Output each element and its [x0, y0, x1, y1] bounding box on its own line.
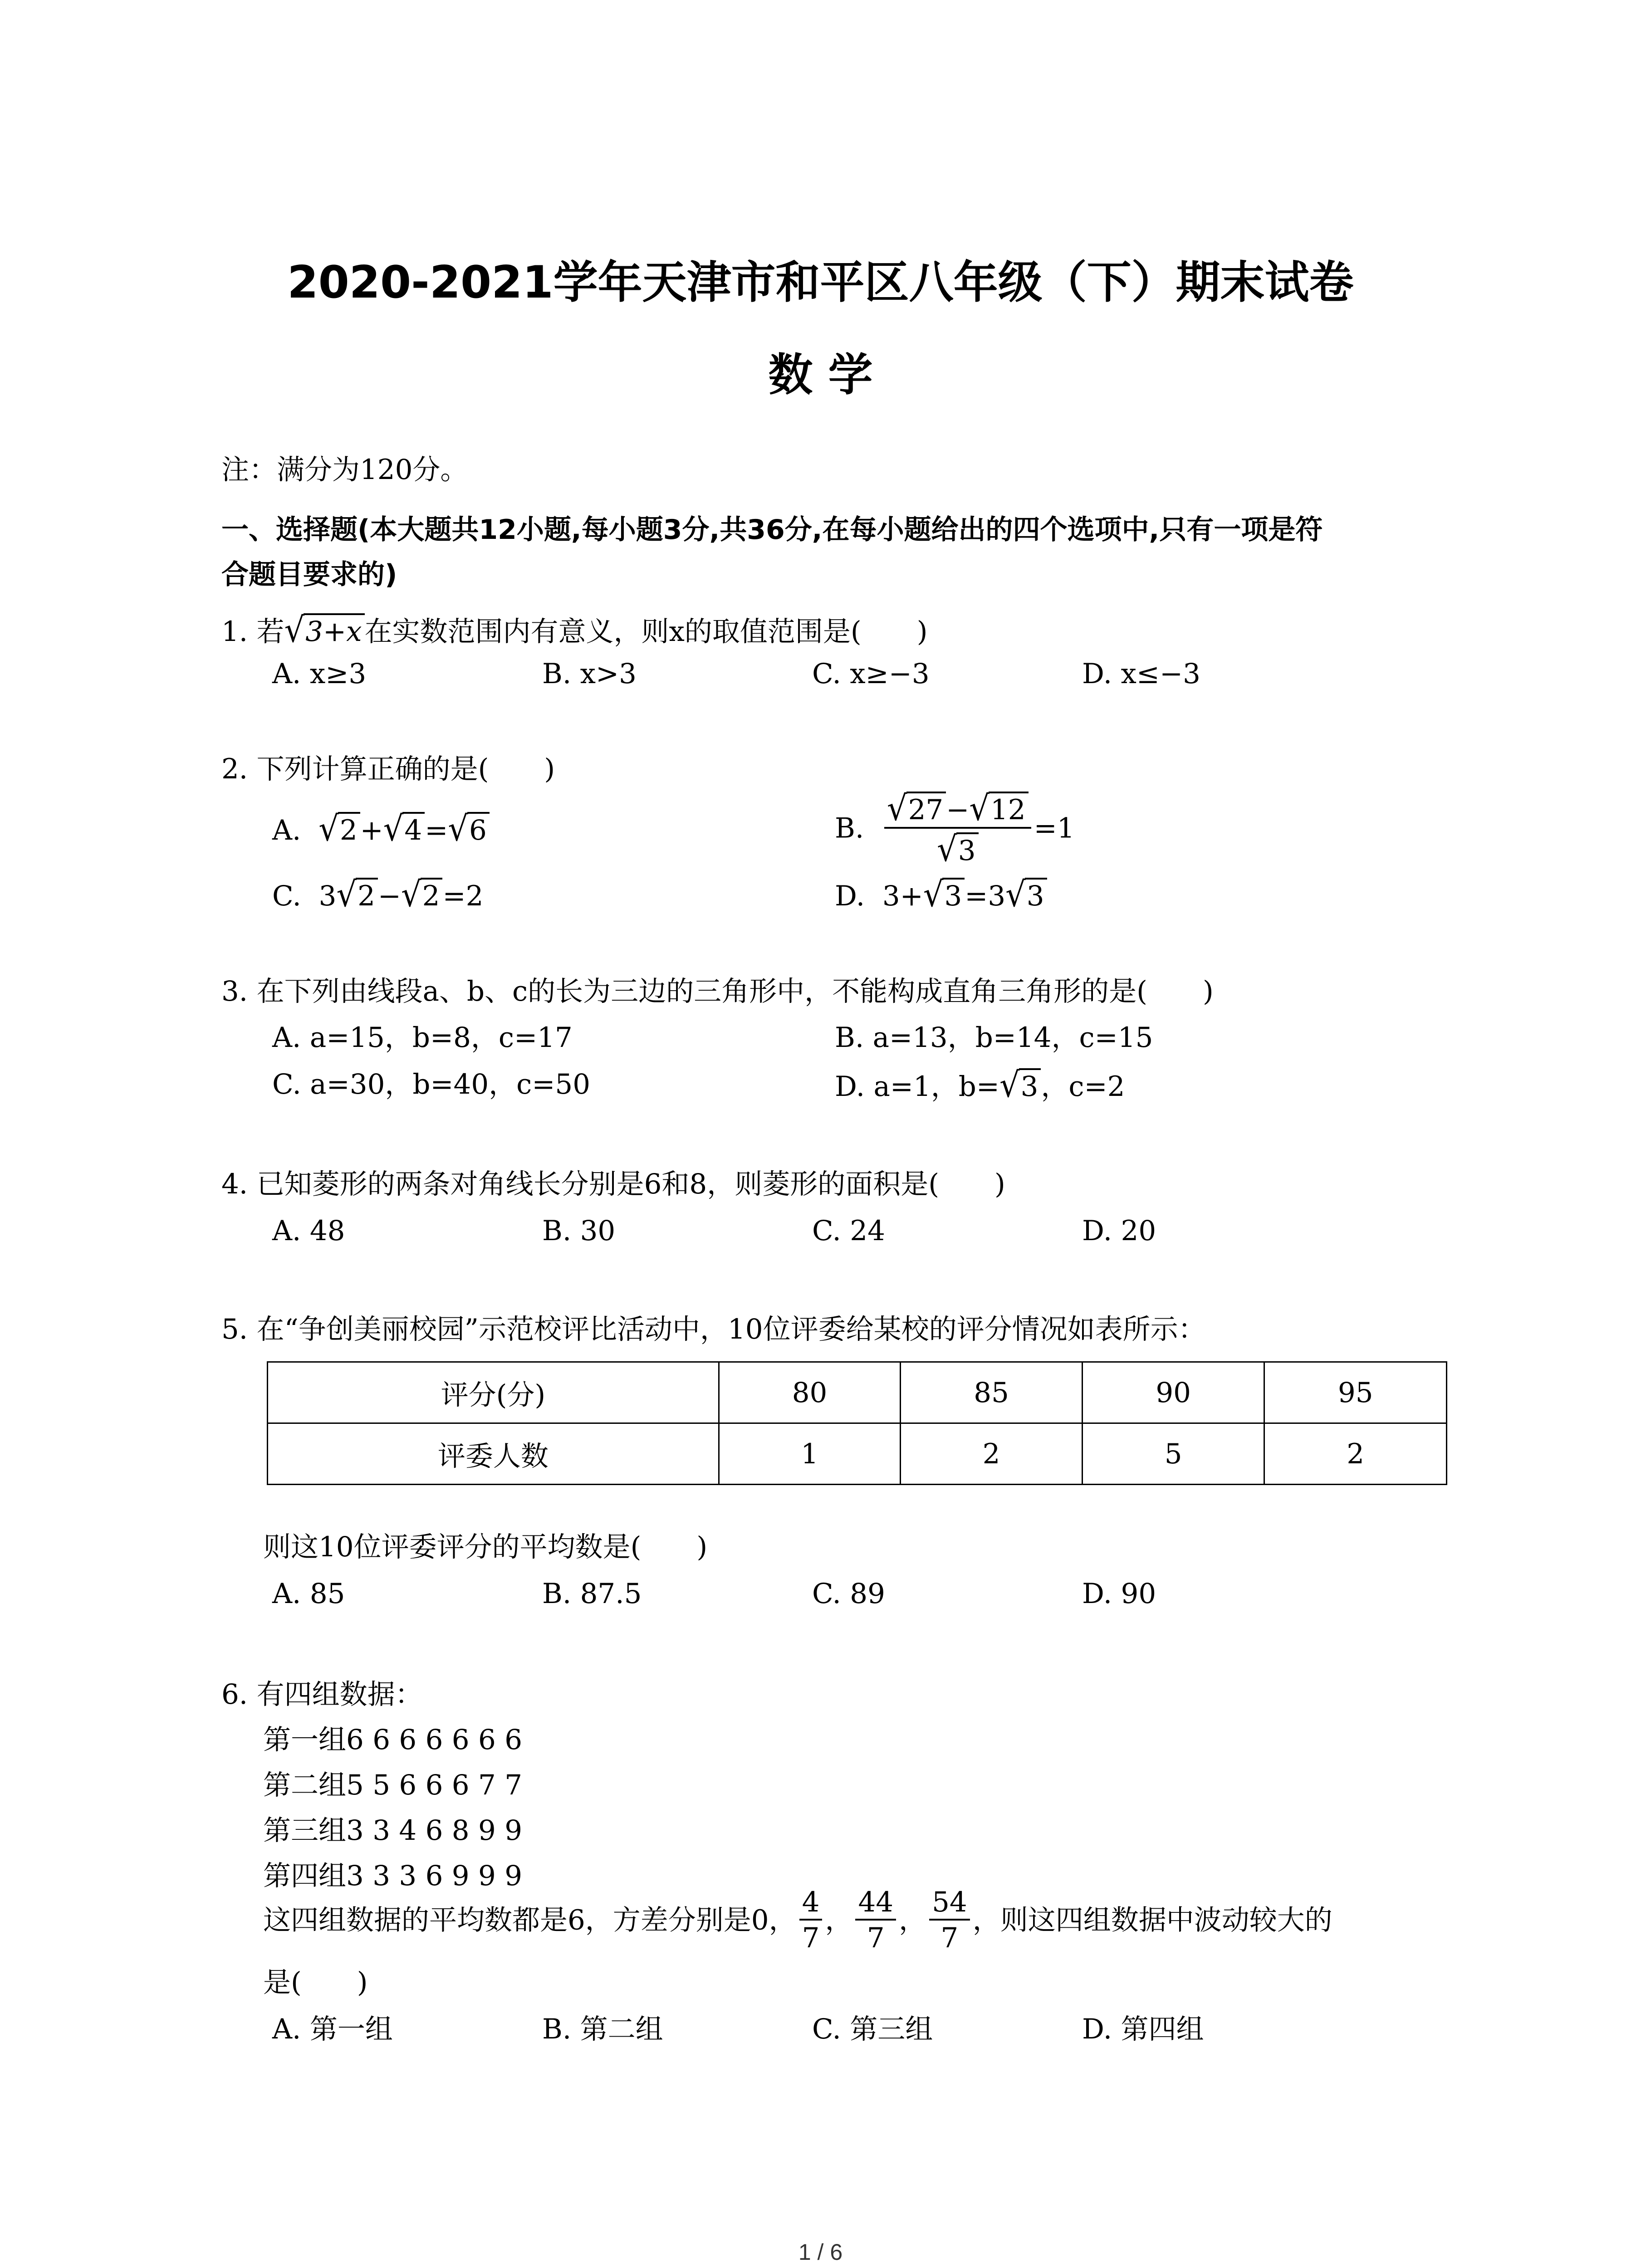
table-cell: 2: [1264, 1423, 1447, 1485]
table-cell: 80: [719, 1362, 901, 1423]
q1-suffix: 在实数范围内有意义，则x的取值范围是( ): [364, 616, 928, 648]
q6-variance-line: 这四组数据的平均数都是6，方差分别是0， $\frac{4}{7}$ ， $\frac{44}{7}$ ， $\frac{54}{7}$ ，则这四组数据中波动较大的: [263, 1886, 1332, 1954]
q2-option-a: A. √2+√4=√6: [272, 812, 490, 845]
q1-option-a: A. x≥3: [272, 658, 367, 690]
q6-variance-line2: 是( ): [263, 1966, 368, 1999]
q6-option-a: A. 第一组: [272, 2013, 393, 2045]
page-title: 2020-2021学年天津市和平区八年级（下）期末试卷: [287, 257, 1354, 308]
question-5-stem: 5. 在“争创美丽校园”示范校评比活动中，10位评委给某校的评分情况如表所示：: [221, 1313, 1206, 1345]
sqrt-symbol: √: [284, 610, 305, 650]
q5-question: 则这10位评委评分的平均数是( ): [263, 1531, 708, 1563]
q3-option-a: A. a=15，b=8，c=17: [272, 1022, 573, 1054]
q1-option-d: D. x≤−3: [1082, 658, 1200, 690]
q6-group-3: 第三组3 3 4 6 8 9 9: [263, 1814, 523, 1847]
table-cell: 85: [901, 1362, 1083, 1423]
q6-group-4: 第四组3 3 3 6 9 9 9: [263, 1860, 523, 1892]
question-6-stem: 6. 有四组数据：: [221, 1678, 423, 1711]
subject-title: 数 学: [768, 349, 873, 401]
section-heading-line1: 一、选择题(本大题共12小题,每小题3分,共36分,在每小题给出的四个选项中,只有一项是符: [221, 514, 1323, 546]
q6-option-b: B. 第二组: [542, 2013, 663, 2045]
question-1-stem: [221, 610, 928, 650]
table-cell: 评分(分): [268, 1362, 719, 1423]
table-row: [268, 1423, 1447, 1485]
q2-option-b: B. $\frac{√27-√12}{√3}$ =1: [835, 788, 1075, 870]
q5-option-b: B. 87.5: [542, 1578, 642, 1610]
q6-group-2: 第二组5 5 6 6 6 7 7: [263, 1769, 523, 1801]
table-cell: 1: [719, 1423, 901, 1485]
q2-option-c: C. 3√2−√2=2: [272, 874, 484, 915]
table-cell: 5: [1082, 1423, 1264, 1485]
score-table: [267, 1361, 1447, 1485]
q3-option-d: D. a=1，b=√3，c=2: [835, 1065, 1125, 1105]
table-cell: 90: [1082, 1362, 1264, 1423]
page-number: 1 / 6: [798, 2239, 843, 2265]
score-note: 注：满分为120分。: [221, 454, 468, 486]
q6-option-d: D. 第四组: [1082, 2013, 1204, 2045]
q6-option-c: C. 第三组: [812, 2013, 933, 2045]
q1-prefix: 1. 若: [221, 616, 284, 648]
q4-option-c: C. 24: [812, 1215, 885, 1247]
q1-option-b: B. x>3: [542, 658, 637, 690]
table-row: [268, 1362, 1447, 1423]
q5-option-a: A. 85: [272, 1578, 345, 1610]
q5-option-d: D. 90: [1082, 1578, 1156, 1610]
q1-radicand: 3+x: [304, 613, 364, 645]
section-heading-line2: 合题目要求的): [221, 559, 397, 591]
q4-option-d: D. 20: [1082, 1215, 1156, 1247]
q2-option-d: D. 3+√3=3√3: [835, 878, 1047, 910]
q3-option-b: B. a=13，b=14，c=15: [835, 1022, 1153, 1054]
q4-option-b: B. 30: [542, 1215, 616, 1247]
q6-group-1: 第一组6 6 6 6 6 6 6: [263, 1724, 523, 1756]
q5-option-c: C. 89: [812, 1578, 885, 1610]
q3-option-c: C. a=30，b=40，c=50: [272, 1068, 591, 1100]
question-4-stem: 4. 已知菱形的两条对角线长分别是6和8，则菱形的面积是( ): [221, 1168, 1005, 1200]
question-2-stem: 2. 下列计算正确的是( ): [221, 753, 555, 785]
table-cell: 2: [901, 1423, 1083, 1485]
q4-option-a: A. 48: [272, 1215, 345, 1247]
table-cell: 95: [1264, 1362, 1447, 1423]
table-cell: 评委人数: [268, 1423, 719, 1485]
q1-option-c: C. x≥−3: [812, 658, 930, 690]
question-3-stem: 3. 在下列由线段a、b、c的长为三边的三角形中，不能构成直角三角形的是( ): [221, 975, 1214, 1007]
